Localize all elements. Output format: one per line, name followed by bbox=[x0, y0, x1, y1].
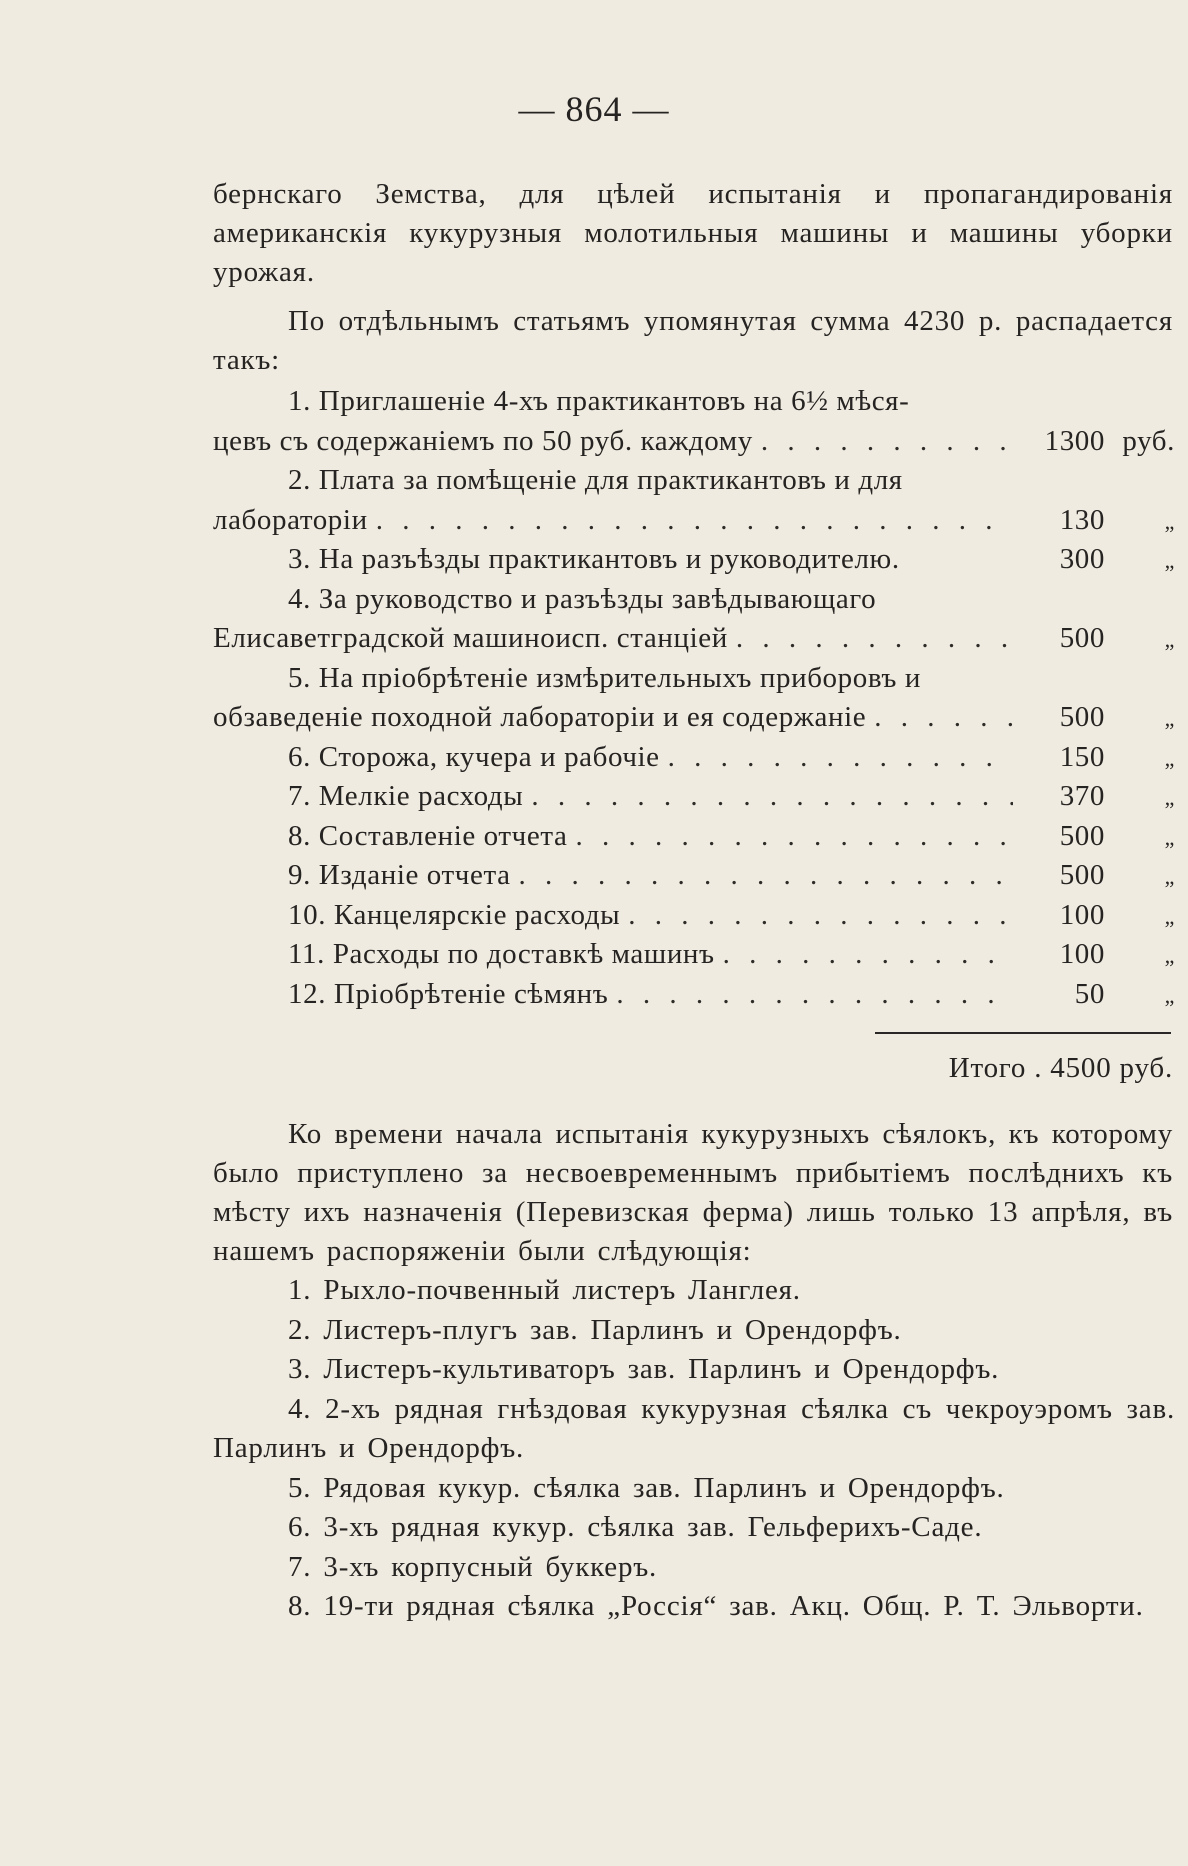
budget-item-unit: „ bbox=[1164, 508, 1175, 534]
machine-list-item: 2. Листеръ-плугъ зав. Парлинъ и Орендорфъ. bbox=[288, 1313, 902, 1346]
machine-list-item: 7. 3-хъ корпусный буккеръ. bbox=[288, 1550, 658, 1583]
budget-item bbox=[213, 777, 1175, 817]
budget-list bbox=[213, 382, 1175, 1014]
budget-item-line bbox=[213, 738, 1175, 778]
paragraph-continuation: бернскаго Земства, для цѣлей испытанія и пропагандированія американскія кукурузныя молотильныя машины и машины уборки урожая. bbox=[213, 178, 1173, 288]
dot-leader bbox=[736, 619, 1013, 659]
machine-list-item: 5. Рядовая кукур. сѣялка зав. Парлинъ и Орендорфъ. bbox=[288, 1471, 1005, 1504]
budget-item-line bbox=[213, 975, 1175, 1015]
budget-item bbox=[213, 580, 1175, 659]
budget-item-line bbox=[213, 619, 1175, 659]
total-rule bbox=[875, 1032, 1171, 1034]
budget-item bbox=[213, 540, 1175, 580]
budget-item-line bbox=[213, 777, 1175, 817]
budget-item-label: 11. Расходы по доставкѣ машинъ bbox=[288, 938, 715, 970]
budget-item-label: 2. Плата за помѣщеніе для практикантовъ и для bbox=[288, 464, 903, 496]
machine-list-item: 6. 3-хъ рядная кукур. сѣялка зав. Гельферихъ-Саде. bbox=[288, 1511, 983, 1543]
budget-item bbox=[213, 817, 1175, 857]
budget-item-line bbox=[213, 501, 1175, 541]
budget-item-amount: 130 bbox=[1059, 503, 1105, 536]
budget-total: Итого . 4500 руб. bbox=[948, 1052, 1173, 1084]
budget-item bbox=[213, 461, 1175, 540]
budget-item-amount: 500 bbox=[1059, 701, 1105, 733]
budget-item-line bbox=[213, 856, 1175, 896]
paragraph-budget-intro: По отдѣльнымъ статьямъ упомянутая сумма 4230 р. распадается такъ: bbox=[213, 305, 1173, 376]
budget-item bbox=[213, 975, 1175, 1015]
budget-item-label: лабораторіи bbox=[213, 503, 368, 536]
budget-item bbox=[213, 856, 1175, 896]
dot-leader bbox=[519, 856, 1013, 896]
budget-item-amount: 50 bbox=[1074, 977, 1105, 1010]
machine-list-item: 1. Рыхло-почвенный листеръ Ланглея. bbox=[288, 1274, 801, 1306]
budget-item-line bbox=[213, 659, 1175, 699]
budget-item-unit: „ bbox=[1164, 864, 1175, 889]
budget-item-line bbox=[213, 422, 1175, 462]
budget-item-amount: 150 bbox=[1059, 740, 1105, 773]
budget-item-label: обзаведеніе походной лабораторіи и ея содержаніе bbox=[213, 701, 867, 733]
budget-item-unit: „ bbox=[1164, 982, 1175, 1008]
budget-item-label: 1. Приглашеніе 4-хъ практикантовъ на 6½ мѣся- bbox=[288, 385, 910, 417]
budget-item bbox=[213, 738, 1175, 778]
budget-item-label: Елисаветградской машиноисп. станціей bbox=[213, 622, 728, 654]
budget-item-unit: „ bbox=[1164, 903, 1175, 929]
budget-item-label: 12. Пріобрѣтеніе сѣмянъ bbox=[288, 977, 609, 1010]
budget-item-amount: 100 bbox=[1059, 898, 1105, 931]
budget-item bbox=[213, 382, 1175, 461]
machine-list-item: 3. Листеръ-культиваторъ зав. Парлинъ и Орендорфъ. bbox=[288, 1353, 1000, 1385]
budget-item bbox=[213, 935, 1175, 975]
budget-item bbox=[213, 896, 1175, 936]
budget-item-label: цевъ съ содержаніемъ по 50 руб. каждому bbox=[213, 424, 753, 457]
budget-item-amount: 100 bbox=[1059, 938, 1105, 970]
budget-item-unit: „ bbox=[1164, 943, 1175, 968]
dot-leader bbox=[616, 975, 1013, 1015]
budget-item-line bbox=[213, 817, 1175, 857]
budget-item-label: 7. Мелкіе расходы bbox=[288, 780, 524, 812]
budget-item-unit: „ bbox=[1164, 824, 1175, 850]
budget-item-unit: „ bbox=[1164, 627, 1175, 652]
dot-leader bbox=[376, 501, 1013, 541]
budget-item bbox=[213, 659, 1175, 738]
budget-item-line bbox=[213, 540, 1175, 580]
budget-item-unit: „ bbox=[1164, 745, 1175, 771]
budget-item-line bbox=[213, 698, 1175, 738]
budget-item-label: 3. На разъѣзды практикантовъ и руководителю. bbox=[288, 543, 900, 575]
dot-leader bbox=[668, 738, 1013, 778]
budget-item-unit: „ bbox=[1164, 548, 1175, 573]
dot-leader bbox=[723, 935, 1013, 975]
dot-leader bbox=[575, 817, 1013, 857]
budget-item-label: 10. Канцелярскіе расходы bbox=[288, 898, 621, 931]
budget-item-amount: 370 bbox=[1059, 780, 1105, 812]
budget-item-line bbox=[213, 896, 1175, 936]
dot-leader bbox=[874, 698, 1013, 738]
budget-item-line bbox=[213, 461, 1175, 501]
paragraph-machines-intro: Ко времени начала испытанія кукурузныхъ сѣялокъ, къ которому было приступлено за несвоевременнымъ прибытіемъ послѣднихъ къ мѣсту ихъ назначенія (Перевизская ферма) лишь только 13 апрѣля, въ нашемъ распоряженіи были слѣдующія: bbox=[213, 1118, 1173, 1267]
machines-list bbox=[213, 1271, 1175, 1627]
budget-item-amount: 1300 bbox=[1044, 424, 1105, 457]
budget-item-amount: 500 bbox=[1059, 622, 1105, 654]
budget-item-amount: 500 bbox=[1059, 859, 1105, 891]
machine-list-item: 8. 19-ти рядная сѣялка „Россія“ зав. Акц. Общ. Р. Т. Эльворти. bbox=[288, 1590, 1144, 1622]
budget-item-label: 5. На пріобрѣтеніе измѣрительныхъ приборовъ и bbox=[288, 661, 921, 694]
budget-item-label: 9. Изданіе отчета bbox=[288, 859, 511, 891]
budget-item-amount: 500 bbox=[1059, 819, 1105, 852]
dot-leader bbox=[531, 777, 1013, 817]
budget-item-amount: 300 bbox=[1059, 543, 1105, 575]
budget-item-unit: „ bbox=[1164, 706, 1175, 731]
page-number: — 864 — bbox=[518, 89, 670, 129]
dot-leader bbox=[761, 422, 1013, 462]
dot-leader bbox=[628, 896, 1013, 936]
budget-item-line bbox=[213, 580, 1175, 620]
budget-item-label: 6. Сторожа, кучера и рабочіе bbox=[288, 740, 660, 773]
machine-list-item: 4. 2-хъ рядная гнѣздовая кукурузная сѣялка съ чекроуэромъ зав. Парлинъ и Орендорфъ. bbox=[213, 1392, 1175, 1464]
budget-item-unit: руб. bbox=[1122, 424, 1175, 457]
budget-item-label: 8. Составленіе отчета bbox=[288, 819, 568, 852]
budget-item-unit: „ bbox=[1164, 785, 1175, 810]
budget-item-line bbox=[213, 382, 1175, 422]
budget-item-line bbox=[213, 935, 1175, 975]
budget-item-label: 4. За руководство и разъѣзды завѣдывающаго bbox=[288, 582, 877, 615]
